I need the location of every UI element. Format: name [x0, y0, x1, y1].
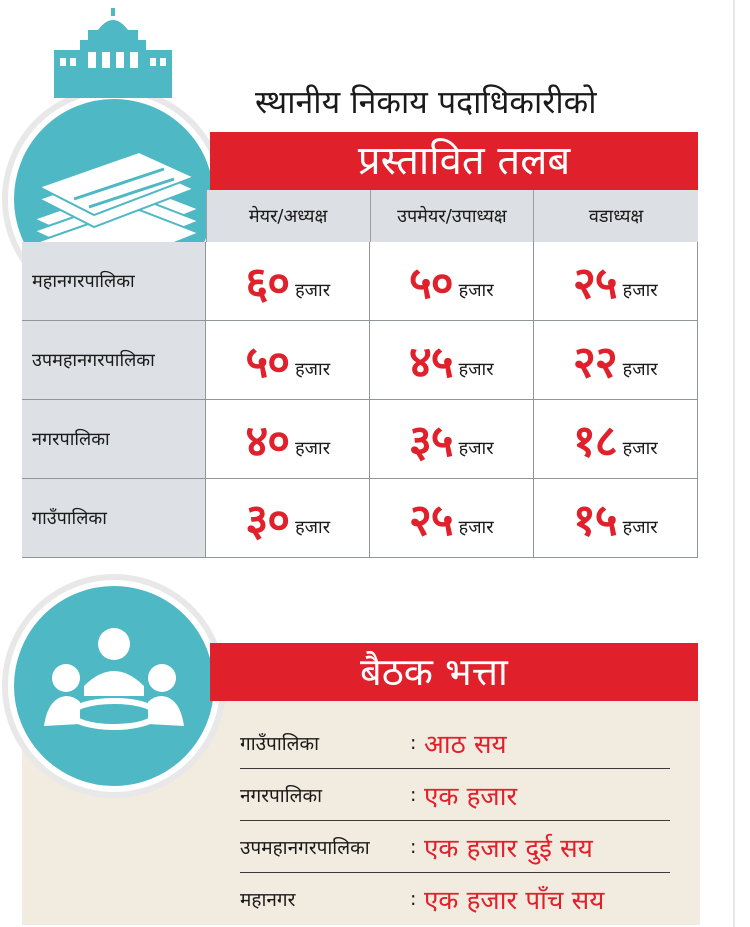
allowance-value: एक हजार पाँच सय [424, 886, 605, 916]
table-cell [533, 321, 699, 399]
cell-value: १८ [572, 416, 617, 467]
cell-value: ५० [245, 337, 290, 388]
allowance-row [240, 718, 670, 769]
cell-unit: हजार [458, 359, 494, 380]
allowance-value: आठ सय [424, 730, 507, 760]
table-cell [369, 321, 533, 399]
allowance-row [240, 770, 670, 821]
cell-unit: हजार [622, 438, 658, 459]
table-row [22, 479, 698, 558]
allowance-label: गाउँपालिका [240, 733, 320, 755]
meeting-circle [8, 580, 220, 792]
right-border [733, 0, 735, 927]
row-label: नगरपालिका [22, 400, 205, 478]
allowance-row [240, 822, 670, 873]
allowance-value: एक हजार [424, 782, 518, 812]
cell-unit: हजार [295, 359, 331, 380]
allowance-row [240, 874, 670, 924]
row-label: गाउँपालिका [22, 479, 205, 557]
cell-unit: हजार [458, 438, 494, 459]
table-cell [205, 321, 369, 399]
building-icon [52, 8, 172, 108]
cell-unit: हजार [622, 280, 658, 301]
meeting-title: बैठक भत्ता [360, 650, 508, 694]
cell-value: ५० [408, 258, 453, 309]
column-header: मेयर/अध्यक्ष [206, 190, 370, 242]
cell-value: ३५ [408, 416, 453, 467]
cell-unit: हजार [622, 517, 658, 538]
table-cell [369, 242, 533, 320]
allowance-separator: : [410, 836, 417, 858]
meeting-band [210, 643, 698, 701]
row-label: महानगरपालिका [22, 242, 205, 320]
row-label: उपमहानगरपालिका [22, 321, 205, 399]
table-cell [533, 479, 699, 557]
cell-value: ४५ [408, 337, 453, 388]
allowance-label: उपमहानगरपालिका [240, 837, 370, 859]
cell-unit: हजार [295, 438, 331, 459]
allowance-separator: : [410, 732, 417, 754]
table-cell [205, 479, 369, 557]
cell-value: ४० [245, 416, 290, 467]
table-cell [369, 400, 533, 478]
title-band [210, 132, 698, 190]
table-cell [533, 242, 699, 320]
cell-value: २५ [408, 495, 453, 546]
table-cell [369, 479, 533, 557]
table-row [22, 242, 698, 321]
table-header [22, 190, 698, 242]
supertitle: स्थानीय निकाय पदाधिकारीको [255, 83, 597, 121]
cell-unit: हजार [622, 359, 658, 380]
column-header: वडाध्यक्ष [533, 190, 698, 242]
allowance-separator: : [410, 784, 417, 806]
cell-value: ६० [245, 258, 290, 309]
allowance-label: नगरपालिका [240, 785, 323, 807]
page-title: प्रस्तावित तलब [357, 138, 571, 184]
cell-unit: हजार [458, 517, 494, 538]
allowance-value: एक हजार दुई सय [424, 834, 593, 864]
table-row [22, 400, 698, 479]
cell-unit: हजार [458, 280, 494, 301]
allowance-label: महानगर [240, 889, 296, 911]
table-row [22, 321, 698, 400]
cell-value: २२ [572, 337, 617, 388]
allowance-separator: : [410, 888, 417, 910]
column-header: उपमेयर/उपाध्यक्ष [370, 190, 534, 242]
cell-value: २५ [572, 258, 617, 309]
cell-unit: हजार [295, 280, 331, 301]
table-cell [533, 400, 699, 478]
cell-value: ३० [245, 495, 290, 546]
cell-unit: हजार [295, 517, 331, 538]
table-cell [205, 242, 369, 320]
salary-table [22, 190, 698, 558]
meeting-people-icon [14, 586, 214, 786]
cell-value: १५ [572, 495, 617, 546]
table-cell [205, 400, 369, 478]
